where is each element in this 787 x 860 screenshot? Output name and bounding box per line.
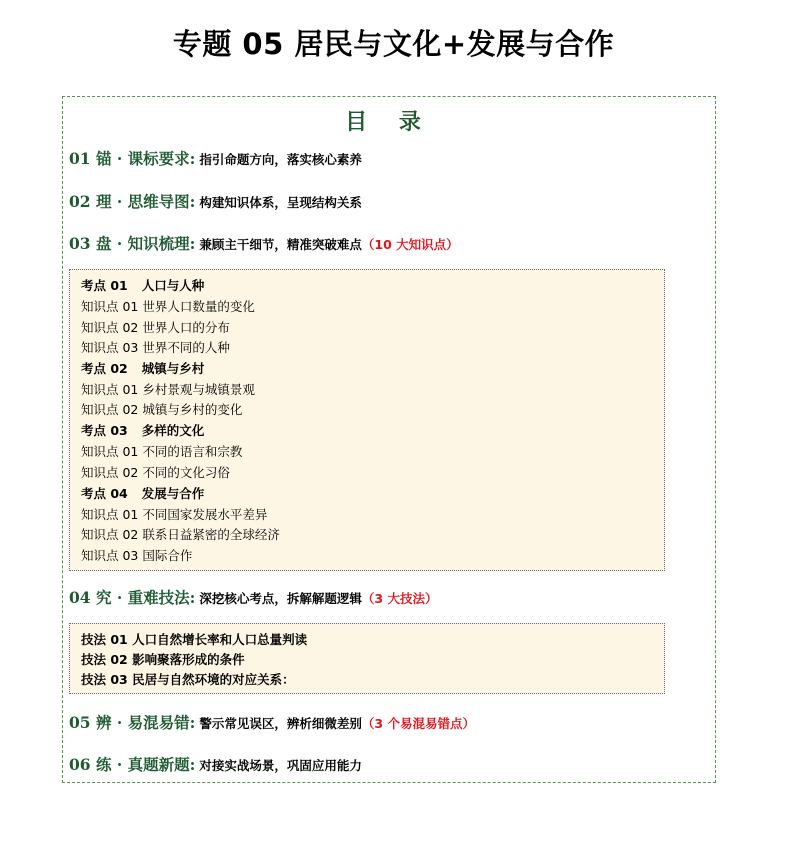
toc-heading: 目 录 — [345, 110, 433, 135]
toc-section-02[interactable] — [69, 191, 362, 214]
exam-point-heading[interactable]: 考点 02 城镇与乡村 — [81, 361, 205, 376]
knowledge-point-item[interactable]: 知识点 01 不同国家发展水平差异 — [81, 507, 268, 522]
technique-item[interactable]: 技法 02 影响聚落形成的条件 — [81, 652, 245, 667]
section-description: 构建知识体系，呈现结构关系 — [199, 195, 362, 210]
knowledge-point-item[interactable]: 知识点 02 城镇与乡村的变化 — [81, 402, 243, 417]
exam-point-heading[interactable]: 考点 01 人口与人种 — [81, 278, 205, 293]
knowledge-point-item[interactable]: 知识点 01 世界人口数量的变化 — [81, 299, 255, 314]
toc-section-03[interactable] — [69, 233, 459, 256]
knowledge-point-item[interactable]: 知识点 02 不同的文化习俗 — [81, 465, 230, 480]
section-description: 警示常见误区，辨析细微差别 — [199, 716, 362, 731]
section-count-note: （3 个易混易错点） — [361, 716, 475, 731]
section-label: 02 理 · 思维导图: — [69, 192, 196, 211]
toc-section-05[interactable] — [69, 712, 475, 735]
knowledge-point-item[interactable]: 知识点 02 联系日益紧密的全球经济 — [81, 527, 280, 542]
section-label: 03 盘 · 知识梳理: — [69, 234, 196, 253]
toc-section-01[interactable] — [69, 148, 362, 171]
toc-section-04[interactable] — [69, 587, 437, 610]
technique-item[interactable]: 技法 01 人口自然增长率和人口总量判读 — [81, 632, 308, 647]
page-title: 专题 05 居民与文化+发展与合作 — [172, 27, 615, 61]
section-label: 04 究 · 重难技法: — [69, 588, 196, 607]
toc-section-06[interactable] — [69, 754, 362, 777]
section-label: 05 辨 · 易混易错: — [69, 713, 196, 732]
knowledge-point-item[interactable]: 知识点 01 不同的语言和宗教 — [81, 444, 243, 459]
section-label: 06 练 · 真题新题: — [69, 755, 196, 774]
section-description: 指引命题方向，落实核心素养 — [199, 152, 362, 167]
knowledge-point-item[interactable]: 知识点 03 世界不同的人种 — [81, 340, 230, 355]
section-description: 深挖核心考点，拆解解题逻辑 — [199, 591, 362, 606]
knowledge-point-item[interactable]: 知识点 02 世界人口的分布 — [81, 320, 230, 335]
exam-point-heading[interactable]: 考点 04 发展与合作 — [81, 486, 205, 501]
techniques-box — [69, 623, 665, 694]
knowledge-point-item[interactable]: 知识点 01 乡村景观与城镇景观 — [81, 382, 255, 397]
technique-item[interactable]: 技法 03 民居与自然环境的对应关系： — [81, 672, 295, 687]
section-count-note: （3 大技法） — [361, 591, 438, 606]
section-description: 对接实战场景，巩固应用能力 — [199, 758, 362, 773]
knowledge-point-item[interactable]: 知识点 03 国际合作 — [81, 548, 193, 563]
section-label: 01 锚 · 课标要求: — [69, 149, 196, 168]
exam-point-heading[interactable]: 考点 03 多样的文化 — [81, 423, 205, 438]
knowledge-points-box — [69, 269, 665, 571]
section-description: 兼顾主干细节，精准突破难点 — [199, 237, 362, 252]
section-count-note: （10 大知识点） — [361, 237, 459, 252]
table-of-contents — [62, 96, 716, 783]
